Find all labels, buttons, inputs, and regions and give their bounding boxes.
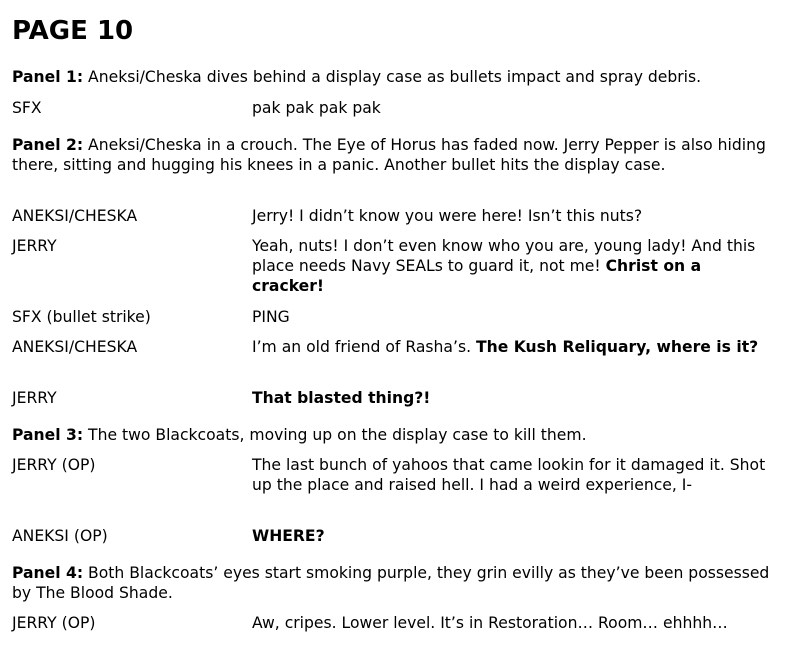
dialogue-emphasis: That blasted thing?! <box>252 389 431 407</box>
panel-text: Aneksi/Cheska dives behind a display case as bullets impact and spray debris. <box>88 68 702 86</box>
speaker: JERRY <box>12 237 57 255</box>
speaker: SFX (bullet strike) <box>12 308 151 326</box>
dialogue-text: Yeah, nuts! I don’t even know who you are, young lady! And this place needs Navy SEALs to guard it, not me! <box>252 237 756 275</box>
panel-label: Panel 2: <box>12 136 84 154</box>
dialogue-text: I’m an old friend of Rasha’s. <box>252 338 476 356</box>
dialogue-emphasis: WHERE? <box>252 527 325 545</box>
dialogue-text: The last bunch of yahoos that came lookin for it damaged it. Shot up the place and raised hell. I had a weird experience, I- <box>252 456 766 494</box>
dialogue-text: PING <box>252 308 290 326</box>
dialogue-line <box>252 337 772 357</box>
speaker: JERRY (OP) <box>12 456 96 474</box>
panel-text: Aneksi/Cheska in a crouch. The Eye of Horus has faded now. Jerry Pepper is also hiding there, sitting and hugging his knees in a panic. Another bullet hits the display case. <box>12 136 766 174</box>
panel-label: Panel 1: <box>12 68 84 86</box>
page-title: PAGE 10 <box>12 16 134 46</box>
dialogue-line <box>252 613 772 633</box>
dialogue-text: pak pak pak pak <box>252 99 381 117</box>
speaker: ANEKSI/CHESKA <box>12 338 138 356</box>
dialogue-text: Jerry! I didn’t know you were here! Isn’t this nuts? <box>252 207 643 225</box>
panel-2-description <box>12 135 778 175</box>
panel-1-description <box>12 67 778 87</box>
panel-label: Panel 4: <box>12 564 84 582</box>
panel-3-description <box>12 425 778 445</box>
dialogue-line <box>252 307 772 327</box>
speaker: ANEKSI (OP) <box>12 527 108 545</box>
dialogue-line <box>252 526 772 546</box>
panel-label: Panel 3: <box>12 426 84 444</box>
dialogue-line <box>252 236 772 296</box>
speaker: ANEKSI/CHESKA <box>12 207 138 225</box>
speaker: JERRY <box>12 389 57 407</box>
dialogue-line <box>252 455 772 495</box>
dialogue-line <box>252 388 772 408</box>
dialogue-text: Aw, cripes. Lower level. It’s in Restoration… Room… ehhhh… <box>252 614 728 632</box>
dialogue-line <box>252 98 772 118</box>
panel-text: The two Blackcoats, moving up on the display case to kill them. <box>88 426 587 444</box>
panel-4-description <box>12 563 778 603</box>
dialogue-emphasis: The Kush Reliquary, where is it? <box>476 338 759 356</box>
speaker: JERRY (OP) <box>12 614 96 632</box>
panel-text: Both Blackcoats’ eyes start smoking purple, they grin evilly as they’ve been possessed by The Blood Shade. <box>12 564 770 602</box>
dialogue-line <box>252 206 772 226</box>
speaker: SFX <box>12 99 42 117</box>
dialogue-emphasis: Christ on a cracker! <box>252 257 702 295</box>
